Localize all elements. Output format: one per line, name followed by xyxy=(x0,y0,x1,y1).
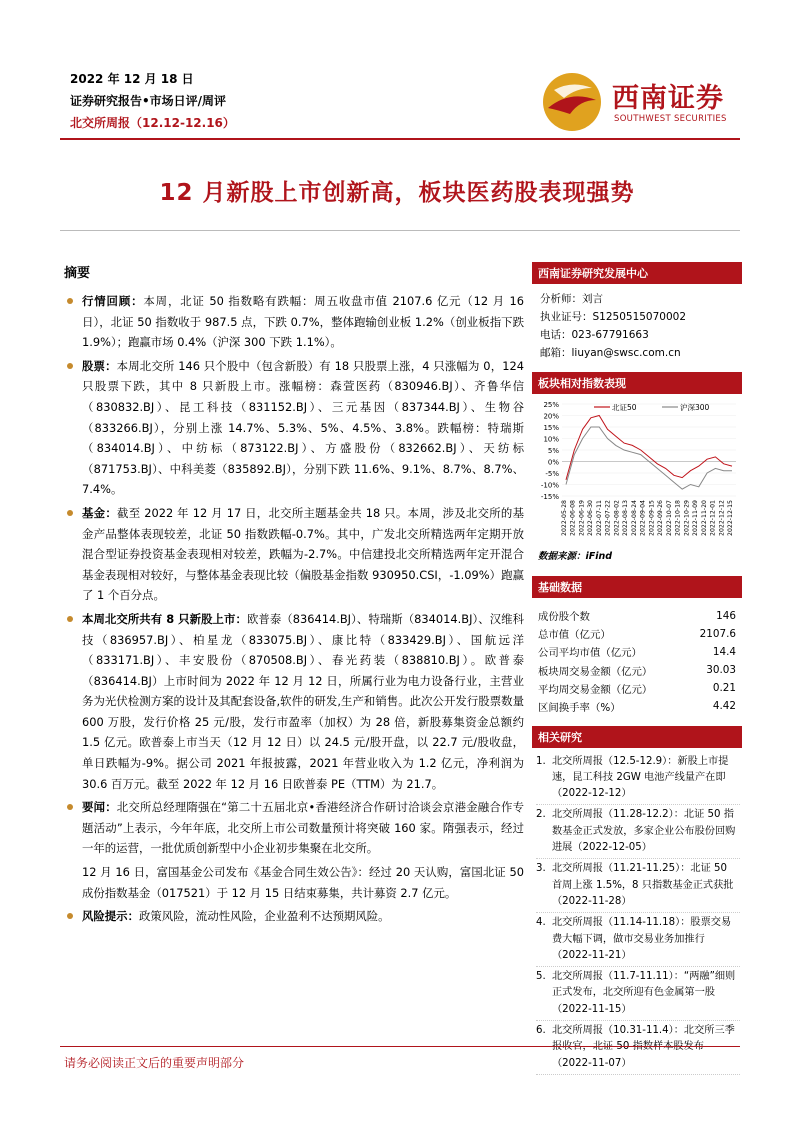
related-item-text: 北交所周报（11.21-11.25）：北证 50 首周上涨 1.5%，8 只指数基金正式获批（2022-11-28） xyxy=(552,863,734,907)
x-tick-label: 2022-10-18 xyxy=(674,500,682,536)
summary-item-text: 本周，北证 50 指数略有跌幅：周五收盘市值 2107.6 亿元（12 月 16 日），北证 50 指数收于 987.5 点，下跌 0.7%，整体跑输创业板 1.2%（创业板指下跌 1.9%）；跑赢市场 0.4%（沪深 300 下跌 1.1%）。 xyxy=(82,294,524,350)
y-tick-label: 5% xyxy=(547,447,559,455)
report-subtitle: 北交所周报（12.12-12.16） xyxy=(70,116,235,130)
logo-english: SOUTHWEST SECURITIES xyxy=(614,114,727,124)
x-tick-label: 2022-06-19 xyxy=(578,500,586,536)
table-row xyxy=(532,679,742,697)
company-logo xyxy=(540,70,740,134)
analyst-line: 电话：023-67791663 xyxy=(540,329,649,341)
table-row xyxy=(532,602,742,625)
x-tick-label: 2022-06-08 xyxy=(569,500,577,536)
row-value: 30.03 xyxy=(706,664,736,677)
y-tick-label: -10% xyxy=(540,481,559,490)
summary-item-label: 行情回顾： xyxy=(82,294,144,308)
legend-label: 沪深300 xyxy=(680,403,710,412)
research-center-title: 西南证券研究发展中心 xyxy=(532,262,742,284)
table-row xyxy=(532,643,742,661)
row-value: 4.42 xyxy=(712,700,736,713)
summary-item xyxy=(64,609,524,794)
risk-label: 风险提示： xyxy=(82,909,139,924)
legend-label: 北证50 xyxy=(612,403,637,412)
logo-name: 西南证券 xyxy=(612,83,724,114)
list-item[interactable]: 6. 北交所周报（10.31-11.4）：北交所三季 （2022-11-07） xyxy=(536,1023,740,1075)
y-tick-label: 0% xyxy=(547,458,559,467)
row-key: 板块周交易金额（亿元） xyxy=(538,665,653,678)
y-tick-label: 25% xyxy=(543,401,559,409)
row-key: 公司平均市值（亿元） xyxy=(538,647,642,660)
list-item[interactable]: 2. 北交所周报（11.28-12.2）：北证 50 指数基金正式发放，多家企业公布股份回购进展（2022-12-05） xyxy=(536,807,740,859)
page-title: 12 月新股上市创新高，板块医药股表现强势 xyxy=(159,180,635,206)
summary-item-label: 股票： xyxy=(82,358,117,373)
analyst-email[interactable]: 邮箱：liuyan@swsc.com.cn xyxy=(540,347,681,359)
x-tick-label: 2022-07-11 xyxy=(595,500,603,536)
x-tick-label: 2022-12-12 xyxy=(718,500,726,536)
row-key: 区间换手率（%） xyxy=(538,701,621,714)
summary-item-text: 截至 2022 年 12 月 17 日，北交所主题基金共 18 只。本周，涉及北交所的基金产品整体表现较差，北证 50 指数跌幅-0.7%。其中，广发北交所精选两年定期开放混合型证券投资基金表现相对较差，跌幅为-2.7%。中信建投北交所精选两年定开混合基金表现相对较好，与整体基金表现比较（偏股基金指数 930950.CSI，-1.09%）跑赢了 1 个百分点。 xyxy=(82,505,524,603)
analyst-info xyxy=(532,284,742,372)
x-tick-label: 2022-11-20 xyxy=(700,500,708,536)
disclaimer-footer: 请务必阅读正文后的重要声明部分 xyxy=(64,1056,245,1070)
list-item[interactable]: 5. 北交所周报（11.7-11.11）：“两融”细则正式发布，北交所迎有色金属第一股（2022-11-15） xyxy=(536,969,740,1021)
summary-item xyxy=(64,291,524,353)
summary-section xyxy=(64,262,524,930)
summary-item-label: 要闻： xyxy=(82,800,117,815)
x-tick-label: 2022-11-09 xyxy=(692,500,700,536)
summary-item xyxy=(64,503,524,606)
x-tick-label: 2022-12-01 xyxy=(709,500,717,536)
summary-item-text: 北交所总经理隋强在“第二十五届北京•香港经济合作研讨洽谈会京港金融合作专题活动”上表示，今年年底，北交所上市公司数量预计将突破 160 家。隋强表示，经过一年的运营，一批优质创新型中小企业初步集聚在北交所。 xyxy=(82,800,524,856)
row-key: 成份股个数 xyxy=(538,611,590,623)
basic-data-table xyxy=(532,602,742,716)
y-tick-label: 20% xyxy=(543,412,559,421)
x-tick-label: 2022-09-15 xyxy=(648,500,656,536)
summary-item-label: 基金： xyxy=(82,505,118,520)
related-item-text: 北交所周报（12.5-12.9）：新股上市提速，昆工科技 2GW 电池产线量产在即（2022-12-12） xyxy=(552,755,729,800)
relative-performance-chart xyxy=(532,396,742,546)
sidebar xyxy=(532,262,742,1077)
summary-item xyxy=(64,797,524,859)
list-item[interactable]: 3. 北交所周报（11.21-11.25）：北证 50 首周上涨 1.5%，8 只指数基金正式获批（2022-11-28） xyxy=(536,861,740,913)
x-tick-label: 2022-08-24 xyxy=(630,500,638,536)
x-tick-label: 2022-05-28 xyxy=(561,500,568,536)
chart-title: 板块相对指数表现 xyxy=(532,372,742,394)
footer-divider xyxy=(60,1046,740,1047)
table-row xyxy=(532,697,742,715)
y-tick-label: 15% xyxy=(543,424,559,432)
title-divider xyxy=(60,230,740,231)
x-tick-label: 2022-12-15 xyxy=(727,500,734,536)
risk-text: 政策风险，流动性风险，企业盈利不达预期风险。 xyxy=(138,909,390,924)
row-value: 146 xyxy=(716,609,736,622)
list-item[interactable]: 1. 北交所周报（12.5-12.9）：新股上市提速，昆工科技 2GW 电池产线量产在即（2022-12-12） xyxy=(536,754,740,806)
series-line-0 xyxy=(566,416,732,480)
report-date: 2022 年 12 月 18 日 xyxy=(70,72,194,86)
series-line-1 xyxy=(566,427,732,489)
related-item-text: 北交所周报（11.7-11.11）：“两融”细则正式发布，北交所迎有色金属第一股（2022-11-15） xyxy=(552,971,736,1015)
row-key: 总市值（亿元） xyxy=(538,629,611,642)
related-research-title: 相关研究 xyxy=(532,726,742,748)
logo-emblem-icon xyxy=(540,70,604,134)
summary-extra: 12 月 16 日，富国基金公司发布《基金合同生效公告》：经过 20 天认购，富国北证 50 成份指数基金（017521）于 12 月 15 日结束募集，共计募资 2.7 亿元。 xyxy=(82,865,524,900)
row-value: 14.4 xyxy=(712,645,736,658)
summary-item-text: 欧普泰（836414.BJ）、特瑞斯（834014.BJ）、汉维科技（836957.BJ）、柏星龙（833075.BJ）、康比特（833429.BJ）、国航远洋（833171.BJ）、丰安股份（870508.BJ）、春光药装（838810.BJ）。欧普泰（836414.BJ）上市时间为 2022 年 12 月 12 日，所属行业为电力设备行业，主营业务为光伏检测方案的设计及其配套设备,软件的研发,生产和销售。此次公开发行股票数量 600 万股，发行价格 25 元/股，发行市盈率（加权）为 28 倍，新股募集资金总额约 1.5 亿元。欧普泰上市当天（12 月 12 日）以 24.5 元/股开盘，以 22.7 元/股收盘，单日跌幅为-9%。据公司 2021 年报披露，2021 年营业收入为 1.2 亿元，净利润为 30.6 百万元。截至 2022 年 12 月 16 日欧普泰 PE（TTM）为 21.7。 xyxy=(82,611,525,791)
summary-item-text: 本周北交所 146 只个股中（包含新股）有 18 只股票上涨，4 只涨幅为 0，124 只股票下跌，其中 8 只新股上市。涨幅榜：森萱医药（830946.BJ）、齐鲁华信（830832.BJ）、昆工科技（831152.BJ）、三元基因（837344.BJ）、生物谷（833266.BJ），分别上涨 14.7%、5.3%、5%、4.5%、3.8%。跌幅榜：特瑞斯（834014.BJ）、中纺标（873122.BJ）、方盛股份（832662.BJ）、天纺标（871753.BJ）、中科美菱（835892.BJ），分别下跌 11.6%、9.1%、8.7%、8.7%、7.4%。 xyxy=(82,358,524,497)
header-divider xyxy=(60,138,740,140)
basic-data-title: 基础数据 xyxy=(532,576,742,598)
risk-item xyxy=(64,906,524,927)
related-research-list xyxy=(532,748,742,1075)
row-value: 2107.6 xyxy=(699,627,736,640)
list-item[interactable]: 4. 北交所周报（11.14-11.18）：股票交易费大幅下调，做市交易业务加推行（2022-11-21） xyxy=(536,915,740,967)
x-tick-label: 2022-08-13 xyxy=(622,500,630,536)
y-tick-label: -5% xyxy=(545,470,559,478)
x-tick-label: 2022-10-07 xyxy=(665,500,673,536)
related-item-text: 北交所周报（10.31-11.4）：北交所三季 （2022-11-07） xyxy=(552,1024,735,1069)
y-tick-label: -15% xyxy=(540,493,559,501)
x-tick-label: 2022-07-22 xyxy=(604,500,612,536)
summary-heading: 摘要 xyxy=(64,266,91,281)
analyst-line: 分析师：刘言 xyxy=(540,293,603,305)
x-tick-label: 2022-09-26 xyxy=(657,500,665,536)
x-tick-label: 2022-09-04 xyxy=(639,500,647,536)
summary-item xyxy=(64,356,524,500)
analyst-line: 执业证号：S1250515070002 xyxy=(540,311,687,323)
x-tick-label: 2022-10-29 xyxy=(683,500,691,536)
chart-source: 数据来源：iFind xyxy=(538,551,613,562)
row-key: 平均周交易金额（亿元） xyxy=(538,683,653,696)
related-item-text: 北交所周报（11.28-12.2）：北证 50 指数基金正式发放，多家企业公布股份回购进展（2022-12-05） xyxy=(552,809,736,854)
related-item-text: 北交所周报（11.14-11.18）：股票交易费大幅下调，做市交易业务加推行（2022-11-21） xyxy=(552,917,732,961)
table-row xyxy=(532,625,742,643)
x-tick-label: 2022-08-02 xyxy=(613,500,621,536)
x-tick-label: 2022-06-30 xyxy=(587,500,595,536)
report-type: 证券研究报告•市场日评/周评 xyxy=(70,94,227,108)
chart-svg xyxy=(532,396,742,546)
summary-item-label: 本周北交所共有 8 只新股上市： xyxy=(82,611,247,626)
y-tick-label: 10% xyxy=(543,435,559,444)
row-value: 0.21 xyxy=(712,682,736,695)
table-row xyxy=(532,661,742,679)
